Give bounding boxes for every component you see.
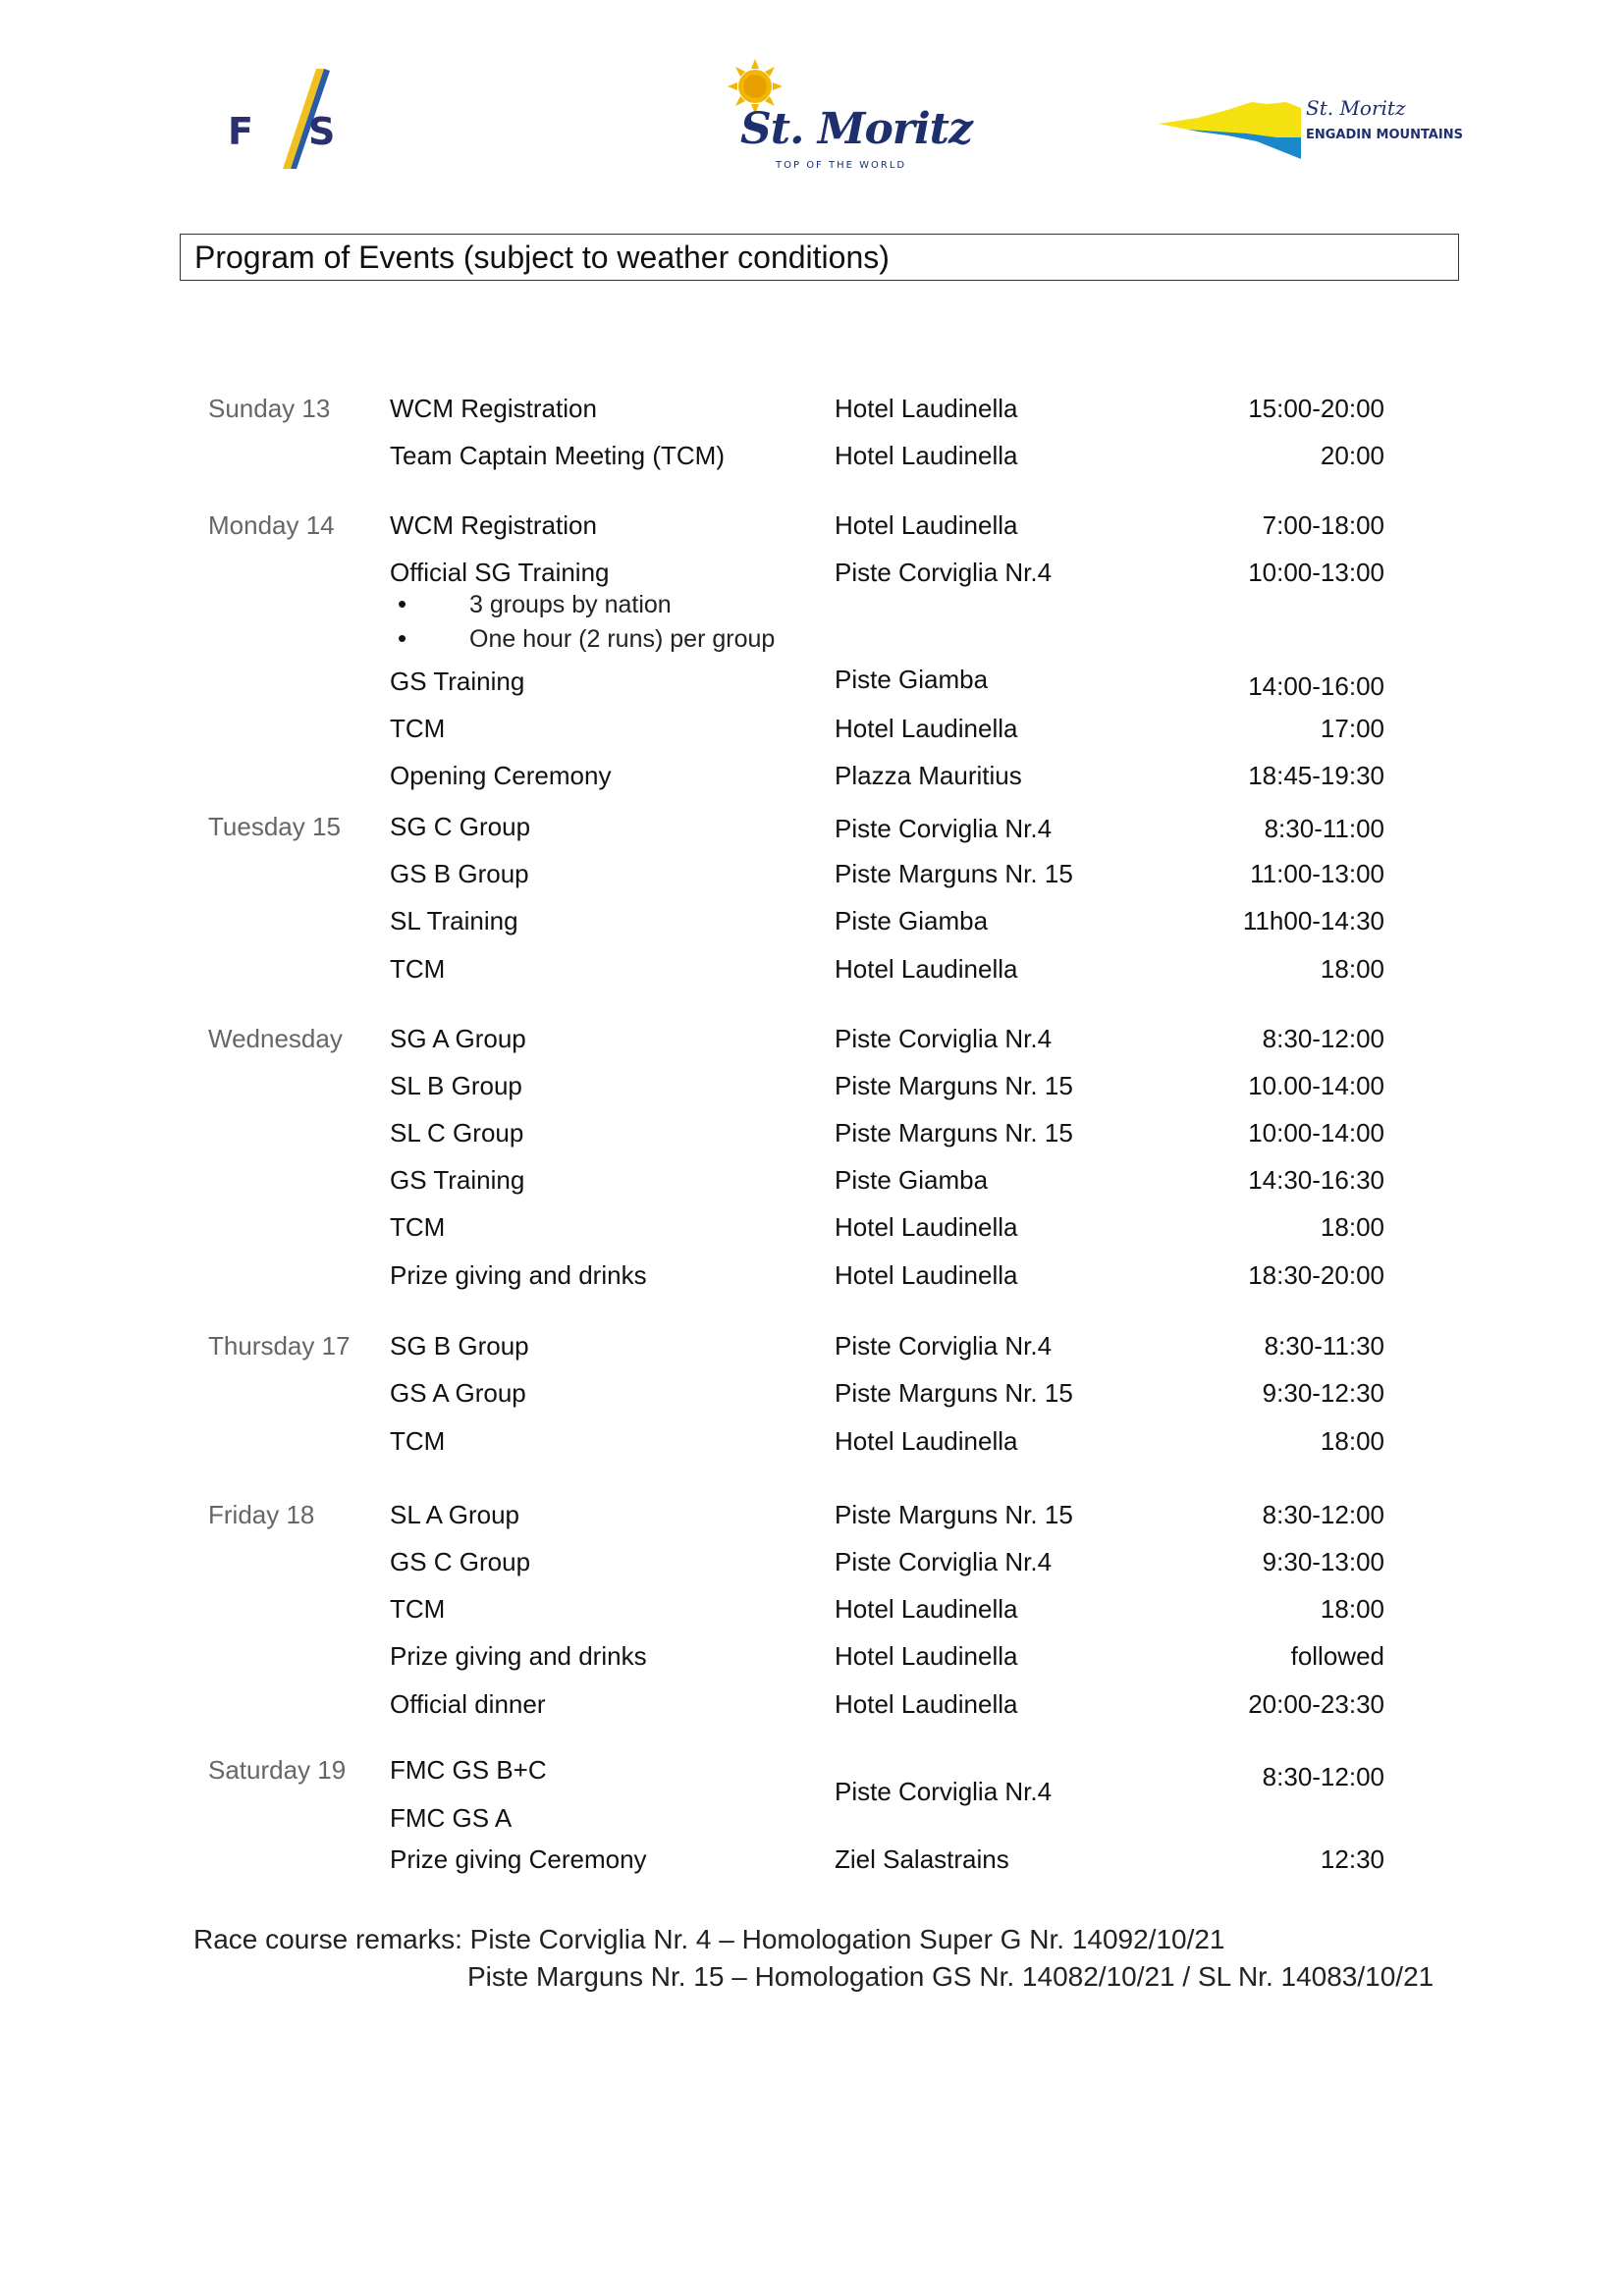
event-name: GS B Group [390, 859, 529, 888]
bullet-item [427, 591, 672, 618]
remarks-line: Piste Marguns Nr. 15 – Homologation GS Nr. 14082/10/21 / SL Nr. 14083/10/21 [467, 1961, 1435, 1992]
event-time: 15:00-20:00 [1248, 394, 1384, 423]
event-time: 8:30-11:00 [1264, 814, 1384, 843]
engadin-wordmark: ENGADIN MOUNTAINS [1306, 128, 1463, 142]
event-time: 17:00 [1320, 714, 1384, 743]
event-name: WCM Registration [390, 394, 597, 423]
event-time: 18:00 [1320, 1594, 1384, 1624]
mountain-icon [1159, 90, 1306, 169]
engadin-logo [1159, 90, 1463, 169]
event-location: Piste Corviglia Nr.4 [835, 1024, 1053, 1053]
day-label: Tuesday 15 [208, 812, 341, 841]
bullet-item [427, 625, 776, 653]
event-location: Hotel Laudinella [835, 1260, 1018, 1290]
event-name: GS Training [390, 1165, 525, 1195]
fis-logo [222, 61, 340, 174]
event-time: 11h00-14:30 [1242, 906, 1384, 935]
event-location: Hotel Laudinella [835, 394, 1018, 423]
event-location: Hotel Laudinella [835, 1689, 1018, 1719]
event-time: followed [1290, 1641, 1384, 1671]
title-box [180, 234, 1459, 281]
event-location: Piste Corviglia Nr.4 [835, 1547, 1053, 1576]
engadin-script: St. Moritz [1306, 96, 1406, 120]
event-location: Piste Giamba [835, 1165, 989, 1195]
event-name: GS Training [390, 667, 525, 696]
event-location: Hotel Laudinella [835, 441, 1018, 470]
event-time: 14:00-16:00 [1248, 671, 1384, 701]
event-name: Team Captain Meeting (TCM) [390, 441, 725, 470]
event-time: 8:30-12:00 [1262, 1024, 1384, 1053]
event-name: SL Training [390, 906, 518, 935]
day-label: Thursday 17 [208, 1331, 351, 1361]
event-time: 10.00-14:00 [1248, 1071, 1384, 1100]
event-name: TCM [390, 1212, 446, 1242]
event-name: TCM [390, 954, 446, 984]
event-time: 18:00 [1320, 1212, 1384, 1242]
event-time: 20:00 [1320, 441, 1384, 470]
bullet-text: 3 groups by nation [469, 591, 672, 618]
day-label: Monday 14 [208, 510, 335, 540]
bullet-text: One hour (2 runs) per group [469, 625, 776, 653]
event-name: Prize giving and drinks [390, 1641, 647, 1671]
event-time: 7:00-18:00 [1262, 510, 1384, 540]
day-label: Wednesday [208, 1024, 343, 1053]
event-name: FMC GS B+C [390, 1755, 547, 1785]
day-label: Saturday 19 [208, 1755, 347, 1785]
event-time: 8:30-12:00 [1262, 1500, 1384, 1529]
event-time: 11:00-13:00 [1250, 859, 1384, 888]
event-location: Hotel Laudinella [835, 1212, 1018, 1242]
event-name: Official dinner [390, 1689, 546, 1719]
event-location: Hotel Laudinella [835, 510, 1018, 540]
fis-letter-f: F [228, 110, 255, 153]
event-name: Prize giving Ceremony [390, 1844, 647, 1874]
st-moritz-logo [717, 57, 972, 175]
st-moritz-wordmark: St. Moritz [740, 104, 972, 154]
event-name: Official SG Training [390, 558, 610, 587]
event-name: SL C Group [390, 1118, 524, 1148]
event-name: GS A Group [390, 1378, 526, 1408]
event-time: 14:30-16:30 [1248, 1165, 1384, 1195]
event-location: Hotel Laudinella [835, 714, 1018, 743]
event-name: TCM [390, 1594, 446, 1624]
event-name: Opening Ceremony [390, 761, 612, 790]
event-location: Piste Corviglia Nr.4 [835, 558, 1053, 587]
event-location: Piste Marguns Nr. 15 [835, 859, 1073, 888]
event-name: Prize giving and drinks [390, 1260, 647, 1290]
event-time: 20:00-23:30 [1248, 1689, 1384, 1719]
event-location: Ziel Salastrains [835, 1844, 1009, 1874]
event-location: Piste Marguns Nr. 15 [835, 1071, 1073, 1100]
day-label: Sunday 13 [208, 394, 331, 423]
day-label: Friday 18 [208, 1500, 315, 1529]
event-location: Piste Marguns Nr. 15 [835, 1500, 1073, 1529]
event-name: TCM [390, 1426, 446, 1456]
remarks-line: Race course remarks: Piste Corviglia Nr. 4 – Homologation Super G Nr. 14092/10/21 [193, 1924, 1225, 1954]
event-name: FMC GS A [390, 1803, 513, 1833]
event-name: SG B Group [390, 1331, 529, 1361]
event-time: 18:00 [1320, 1426, 1384, 1456]
st-moritz-tagline: TOP OF THE WORLD [776, 160, 907, 171]
event-name: SL B Group [390, 1071, 522, 1100]
event-time: 18:30-20:00 [1248, 1260, 1384, 1290]
event-name: GS C Group [390, 1547, 531, 1576]
fis-letter-s: S [308, 110, 338, 153]
event-time: 10:00-14:00 [1248, 1118, 1384, 1148]
event-name: TCM [390, 714, 446, 743]
event-location: Piste Marguns Nr. 15 [835, 1118, 1073, 1148]
event-name: SL A Group [390, 1500, 520, 1529]
event-location: Piste Corviglia Nr.4 [835, 1777, 1053, 1806]
event-location: Hotel Laudinella [835, 1594, 1018, 1624]
event-location: Piste Corviglia Nr.4 [835, 814, 1053, 843]
event-name: SG A Group [390, 1024, 526, 1053]
event-location: Piste Marguns Nr. 15 [835, 1378, 1073, 1408]
event-location: Piste Giamba [835, 665, 989, 694]
event-time: 9:30-13:00 [1262, 1547, 1384, 1576]
event-name: WCM Registration [390, 510, 597, 540]
event-name: SG C Group [390, 812, 531, 841]
event-location: Hotel Laudinella [835, 1426, 1018, 1456]
event-location: Hotel Laudinella [835, 954, 1018, 984]
event-time: 18:45-19:30 [1248, 761, 1384, 790]
event-time: 10:00-13:00 [1248, 558, 1384, 587]
event-time: 9:30-12:30 [1262, 1378, 1384, 1408]
event-location: Plazza Mauritius [835, 761, 1022, 790]
event-location: Hotel Laudinella [835, 1641, 1018, 1671]
event-location: Piste Corviglia Nr.4 [835, 1331, 1053, 1361]
page-title: Program of Events (subject to weather conditions) [194, 240, 890, 275]
event-time: 8:30-12:00 [1262, 1762, 1384, 1791]
event-time: 18:00 [1320, 954, 1384, 984]
event-time: 8:30-11:30 [1264, 1331, 1384, 1361]
event-time: 12:30 [1320, 1844, 1384, 1874]
event-location: Piste Giamba [835, 906, 989, 935]
